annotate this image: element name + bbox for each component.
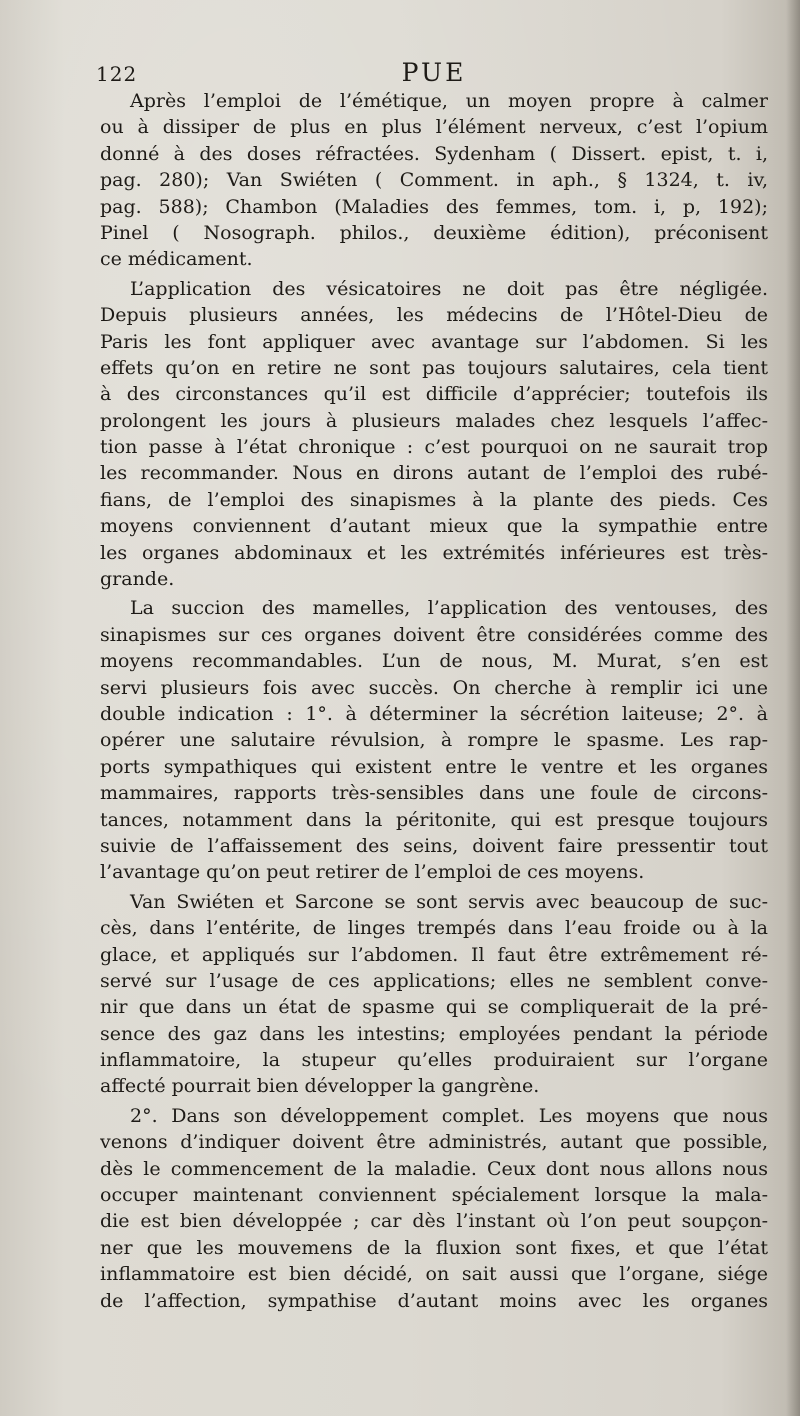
text-line: les organes abdominaux et les extrémités inférieures est très-	[100, 541, 768, 564]
page-number: 122	[96, 62, 138, 86]
text-line: inflammatoire est bien décidé, on sait aussi que l’organe, siége	[100, 1263, 768, 1286]
text-line: pag. 280); Van Swiéten ( Comment. in aph., § 1324, t. iv,	[100, 169, 768, 192]
text-line: sinapismes sur ces organes doivent être considérées comme des	[100, 623, 768, 646]
text-line: tion passe à l’état chronique : c’est pourquoi on ne saurait trop	[100, 436, 768, 459]
text-line: die est bien développée ; car dès l’instant où l’on peut soupçon-	[100, 1210, 768, 1233]
running-head: PUE	[401, 58, 467, 87]
text-line: servi plusieurs fois avec succès. On cherche à remplir ici une	[100, 676, 768, 699]
text-line: Van Swiéten et Sarcone se sont servis avec beaucoup de suc-	[130, 890, 768, 913]
paragraph	[100, 595, 768, 885]
text-line: cès, dans l’entérite, de linges trempés dans l’eau froide ou à la	[100, 917, 768, 940]
text-line: Depuis plusieurs années, les médecins de l’Hôtel-Dieu de	[100, 304, 768, 327]
text-line: effets qu’on en retire ne sont pas toujours salutaires, cela tient	[100, 356, 768, 379]
text-line: ports sympathiques qui existent entre le ventre et les organes	[100, 755, 768, 778]
text-line: 2°. Dans son développement complet. Les moyens que nous	[130, 1104, 768, 1127]
text-line: moyens recommandables. L’un de nous, M. Murat, s’en est	[100, 650, 768, 673]
text-line: de l’affection, sympathise d’autant moins avec les organes	[100, 1289, 768, 1312]
text-line: glace, et appliqués sur l’abdomen. Il faut être extrêmement ré-	[100, 943, 768, 966]
text-line: suivie de l’affaissement des seins, doivent faire pressentir tout	[100, 834, 768, 857]
paragraph	[100, 276, 768, 593]
text-line: ner que les mouvemens de la fluxion sont fixes, et que l’état	[100, 1236, 768, 1259]
text-line: servé sur l’usage de ces applications; elles ne semblent conve-	[100, 969, 768, 992]
text-line: ou à dissiper de plus en plus l’élément nerveux, c’est l’opium	[100, 116, 768, 139]
paragraph	[100, 88, 768, 273]
body-text	[100, 88, 768, 1314]
text-line: inflammatoire, la stupeur qu’elles produiraient sur l’organe	[100, 1049, 768, 1072]
text-line: pag. 588); Chambon (Maladies des femmes, tom. i, p, 192);	[100, 195, 768, 218]
text-line: venons d’indiquer doivent être administrés, autant que possible,	[100, 1131, 768, 1154]
text-line: moyens conviennent d’autant mieux que la sympathie entre	[100, 515, 768, 538]
page-edge-shadow	[786, 0, 800, 1416]
text-line: fians, de l’emploi des sinapismes à la plante des pieds. Ces	[100, 488, 768, 511]
text-line: double indication : 1°. à déterminer la sécrétion laiteuse; 2°. à	[100, 702, 768, 725]
text-line: mammaires, rapports très-sensibles dans une foule de circons-	[100, 782, 768, 805]
text-line: occuper maintenant conviennent spécialement lorsque la mala-	[100, 1184, 768, 1207]
text-line: sence des gaz dans les intestins; employées pendant la période	[100, 1022, 768, 1045]
text-line: opérer une salutaire révulsion, à rompre le spasme. Les rap-	[100, 729, 768, 752]
text-line: ce médicament.	[100, 248, 253, 271]
paragraph	[100, 1103, 768, 1314]
text-line: La succion des mamelles, l’application des ventouses, des	[130, 597, 768, 620]
text-line: affecté pourrait bien développer la gangrène.	[100, 1075, 540, 1098]
text-line: L’application des vésicatoires ne doit pas être négligée.	[130, 277, 768, 300]
text-line: dès le commencement de la maladie. Ceux dont nous allons nous	[100, 1157, 768, 1180]
paragraph	[100, 889, 768, 1100]
text-line: grande.	[100, 568, 175, 591]
text-line: à des circonstances qu’il est difficile d’apprécier; toutefois ils	[100, 383, 768, 406]
text-line: nir que dans un état de spasme qui se compliquerait de la pré-	[100, 996, 768, 1019]
page-header	[96, 58, 772, 90]
text-line: Après l’emploi de l’émétique, un moyen propre à calmer	[130, 90, 768, 112]
text-line: Pinel ( Nosograph. philos., deuxième édition), préconisent	[100, 221, 768, 244]
text-line: l’avantage qu’on peut retirer de l’emploi de ces moyens.	[100, 861, 645, 884]
text-line: tances, notamment dans la péritonite, qui est presque toujours	[100, 808, 768, 831]
text-line: prolongent les jours à plusieurs malades chez lesquels l’affec-	[100, 409, 768, 432]
text-line: Paris les font appliquer avec avantage sur l’abdomen. Si les	[100, 330, 768, 353]
text-line: les recommander. Nous en dirons autant de l’emploi des rubé-	[100, 462, 768, 485]
text-line: donné à des doses réfractées. Sydenham ( Dissert. epist, t. i,	[100, 142, 768, 165]
